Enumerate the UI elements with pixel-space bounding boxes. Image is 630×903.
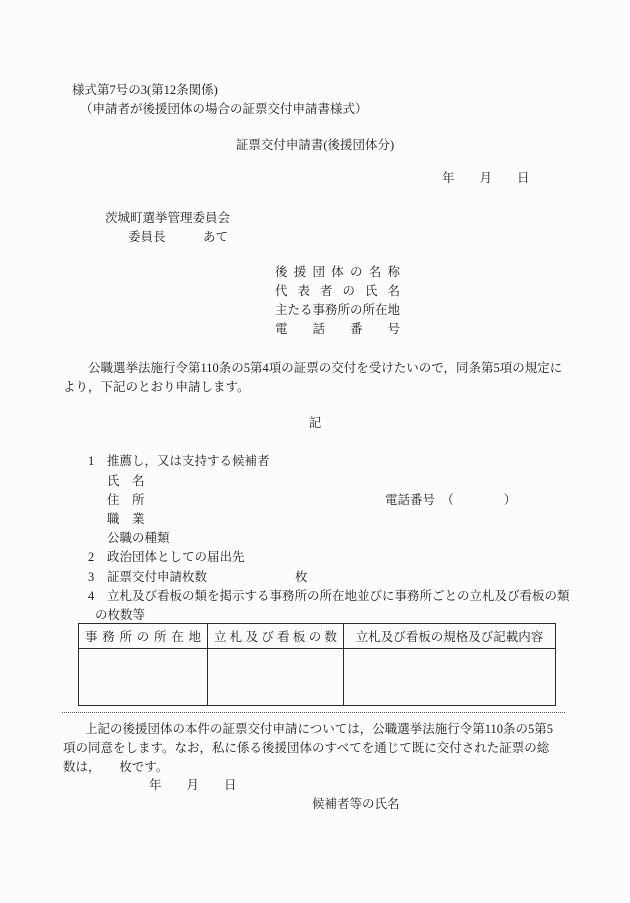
org-field-name: 後援団体の名称 [275,265,400,279]
org-field-office-address: 主たる事務所の所在地 [275,303,401,317]
item1-sub-address: 住 所 [107,493,145,507]
org-field-block [275,263,400,339]
table-cell-office-address [79,649,208,706]
item3-unit: 枚 [295,570,308,584]
item1-number: 1 [88,454,95,468]
item4-number: 4 [88,589,95,603]
consent-line-2: 項の同意をします。なお，私に係る後援団体のすべてを通じて既に交付された証票の総 [63,741,550,755]
table-header-row [79,624,556,649]
form-number: 様式第7号の3(第12条関係) [72,83,218,97]
page-title: 証票交付申請書(後援団体分) [235,138,395,152]
request-paragraph-line-1: 公職選挙法施行令第110条の5第4項の証票の交付を受けたいので，同条第5項の規定に [88,361,563,375]
consent-line-3: 数は， 枚です。 [63,760,169,774]
item3-number: 3 [88,570,95,584]
consent-line-1: 上記の後援団体の本件の証票交付申請については，公職選挙法施行令第110条の5第5 [85,722,554,736]
table-header-signboard-spec: 立札及び看板の規格及び記載内容 [344,624,556,649]
table-row [79,649,556,706]
org-field-representative: 代表者の氏名 [275,284,400,298]
table-header-office-address: 事務所の所在地 [79,624,208,649]
date-line-bottom: 年 月 日 [149,778,237,792]
item4-text-line1: 立札及び看板の類を掲示する事務所の所在地並びに事務所ごとの立札及び看板の類 [107,589,570,603]
item2-text: 政治団体としての届出先 [107,550,245,564]
item1-sub-occupation: 職 業 [107,512,145,526]
item3-text: 証票交付申請枚数 [107,570,208,584]
table-cell-signboard-spec [344,649,556,706]
item4-text-line2: の枚数等 [95,608,146,622]
org-field-phone: 電話番号 [275,322,400,336]
item2-number: 2 [88,550,95,564]
chairman-addressee: 委員長 あて [128,230,229,244]
committee-name: 茨城町選挙管理委員会 [105,211,231,225]
item1-sub-office-type: 公職の種類 [107,531,170,545]
request-paragraph-line-2: より，下記のとおり申請します。 [63,380,250,394]
table-cell-signboard-count [208,649,344,706]
date-line-top: 年 月 日 [442,171,530,185]
table-header-signboard-count: 立札及び看板の数 [208,624,344,649]
signboard-table [78,623,556,706]
form-note: （申請者が後援団体の場合の証票交付申請書様式） [80,102,368,116]
signature-label: 候補者等の氏名 [312,797,400,811]
item1-sub-name: 氏 名 [107,474,145,488]
ki-heading: 記 [308,416,322,430]
dotted-divider [62,712,565,713]
item1-text: 推薦し，又は支持する候補者 [107,454,270,468]
item1-phone-field: 電話番号 （ ） [385,493,517,507]
